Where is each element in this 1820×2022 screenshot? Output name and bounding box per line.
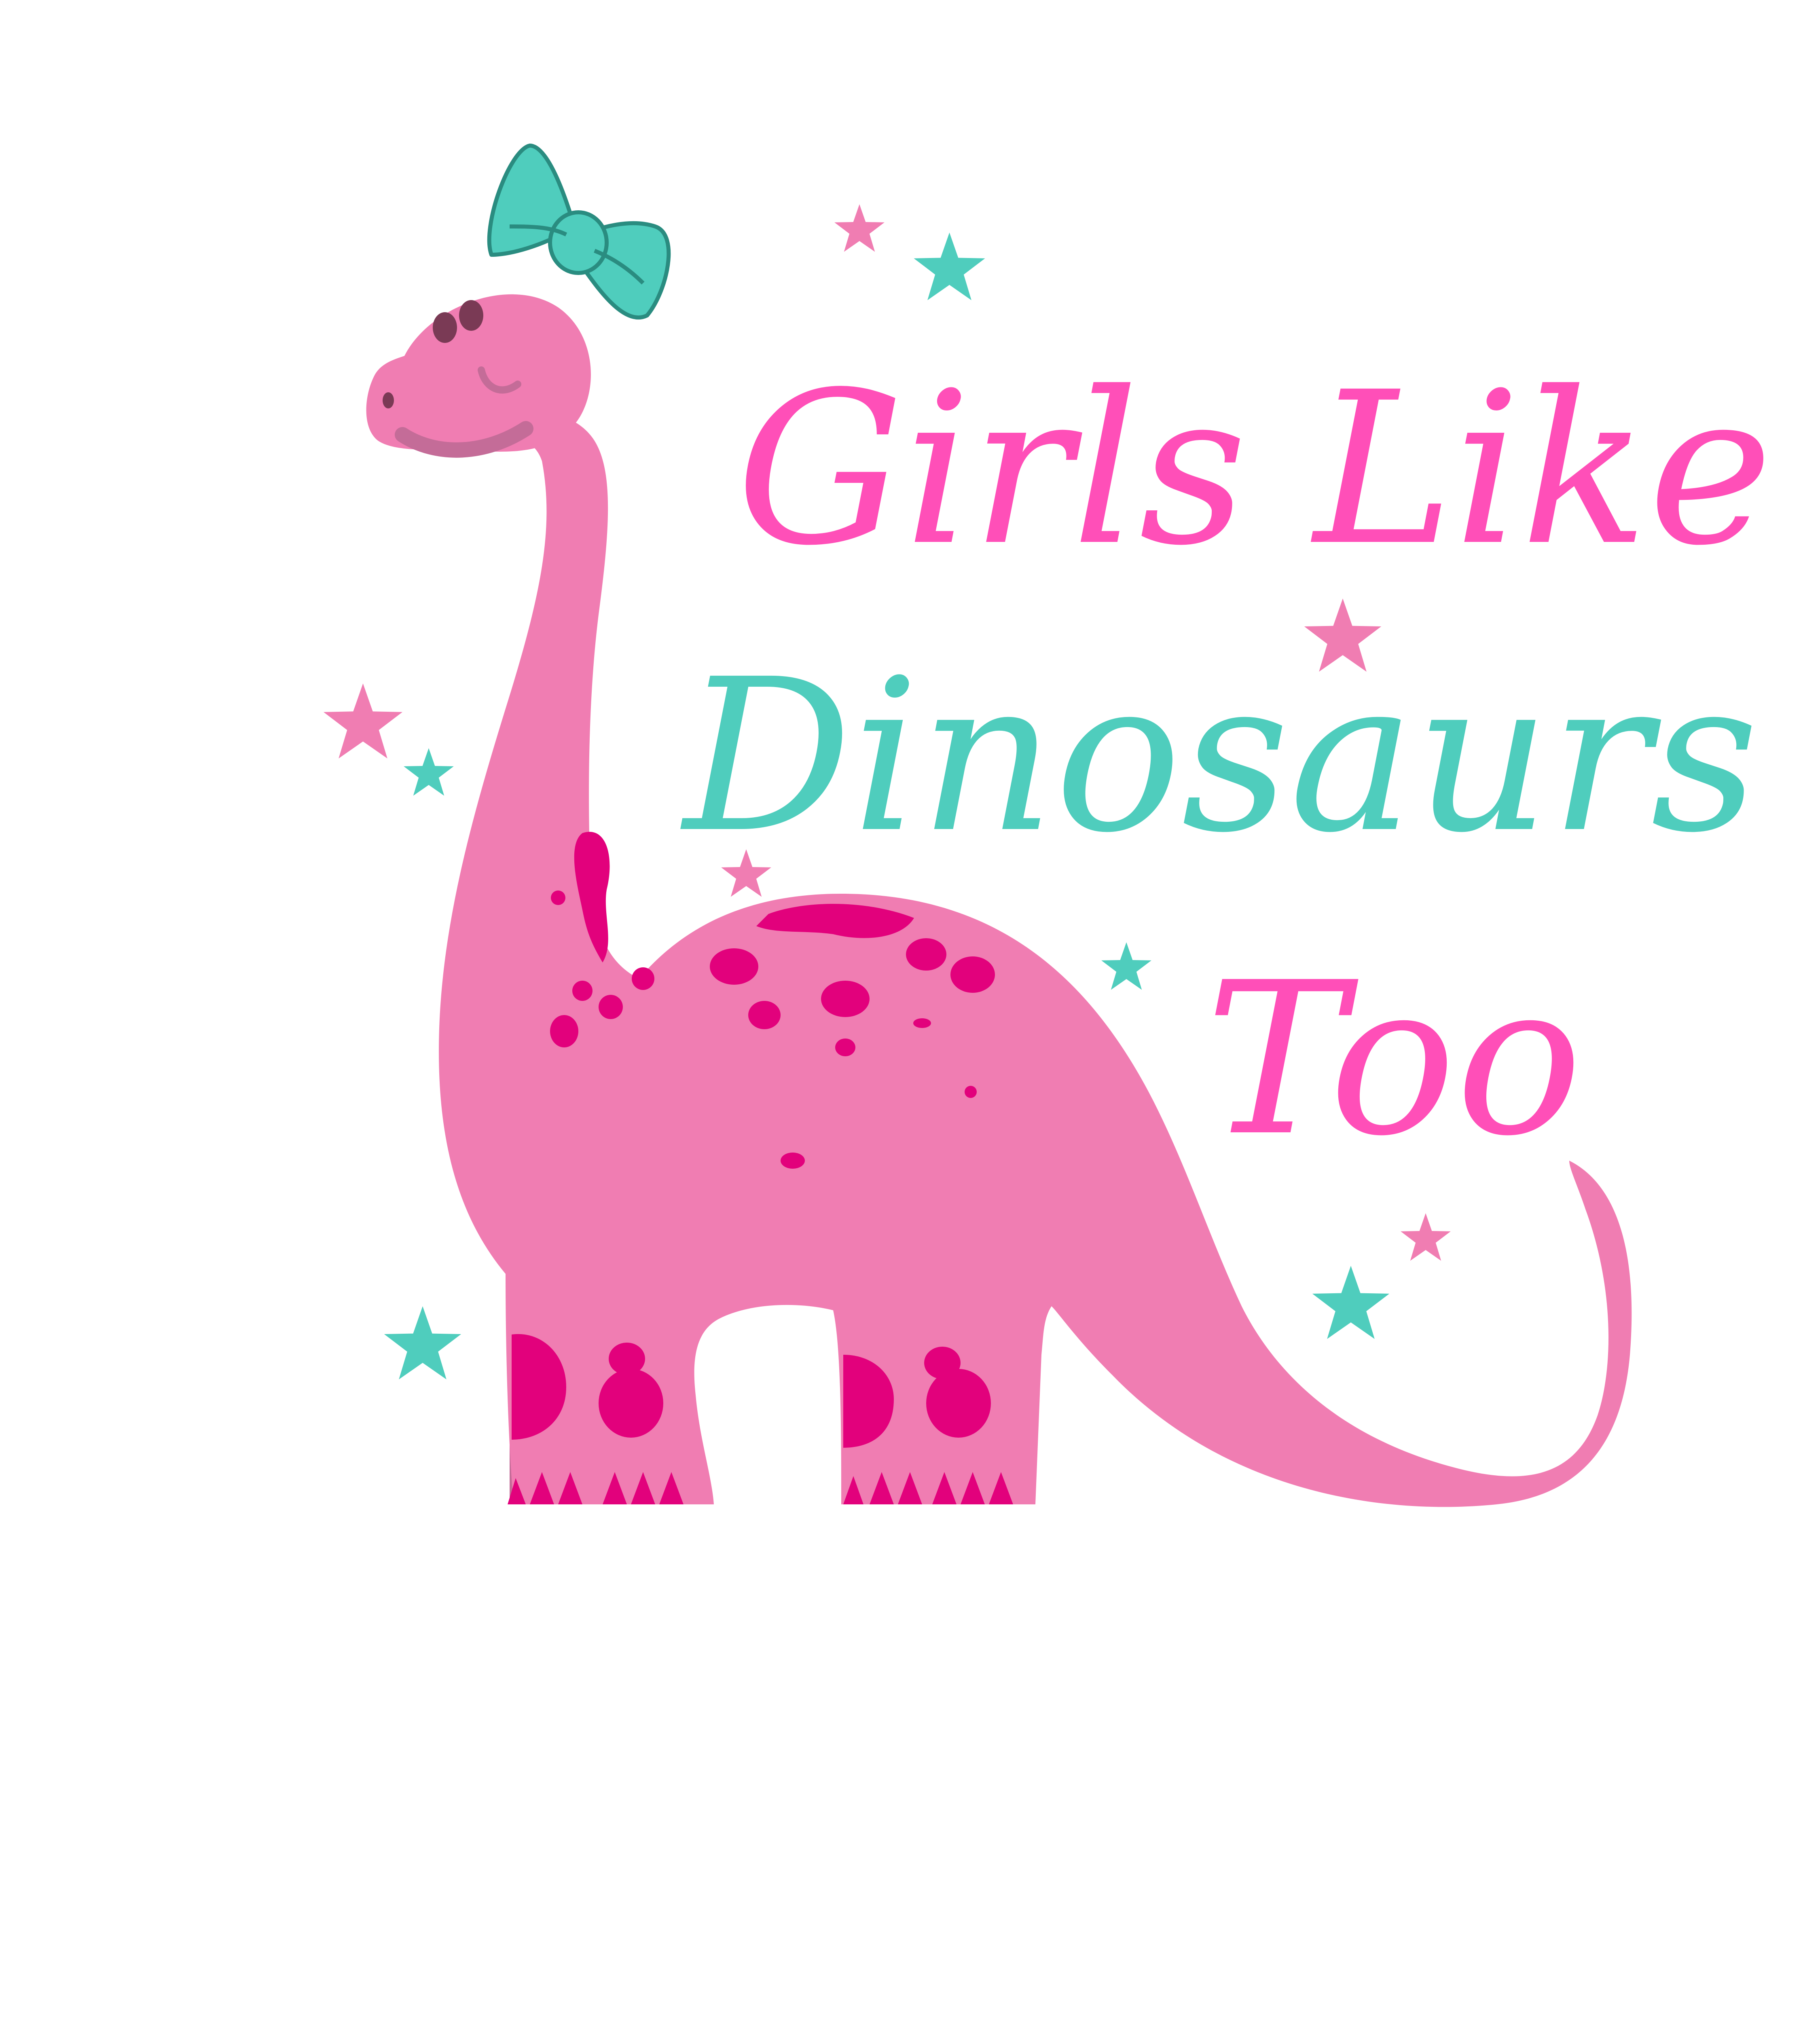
eye-right bbox=[459, 300, 483, 331]
star-icon bbox=[1101, 942, 1151, 990]
star-icon bbox=[404, 748, 454, 796]
star-icon bbox=[324, 683, 402, 759]
eye-left bbox=[433, 312, 457, 343]
star-icon bbox=[1401, 1213, 1451, 1261]
hair-bow-icon bbox=[489, 146, 669, 317]
star-icon bbox=[384, 1306, 461, 1379]
headline-line-2: Dinosaurs bbox=[684, 634, 1759, 879]
headline-line-1: Girls Like bbox=[736, 347, 1773, 592]
star-icon bbox=[834, 204, 885, 252]
headline-line-3: Too bbox=[1205, 937, 1583, 1182]
star-icon bbox=[1312, 1266, 1389, 1339]
star-icon bbox=[914, 233, 985, 300]
nostril bbox=[383, 392, 394, 408]
